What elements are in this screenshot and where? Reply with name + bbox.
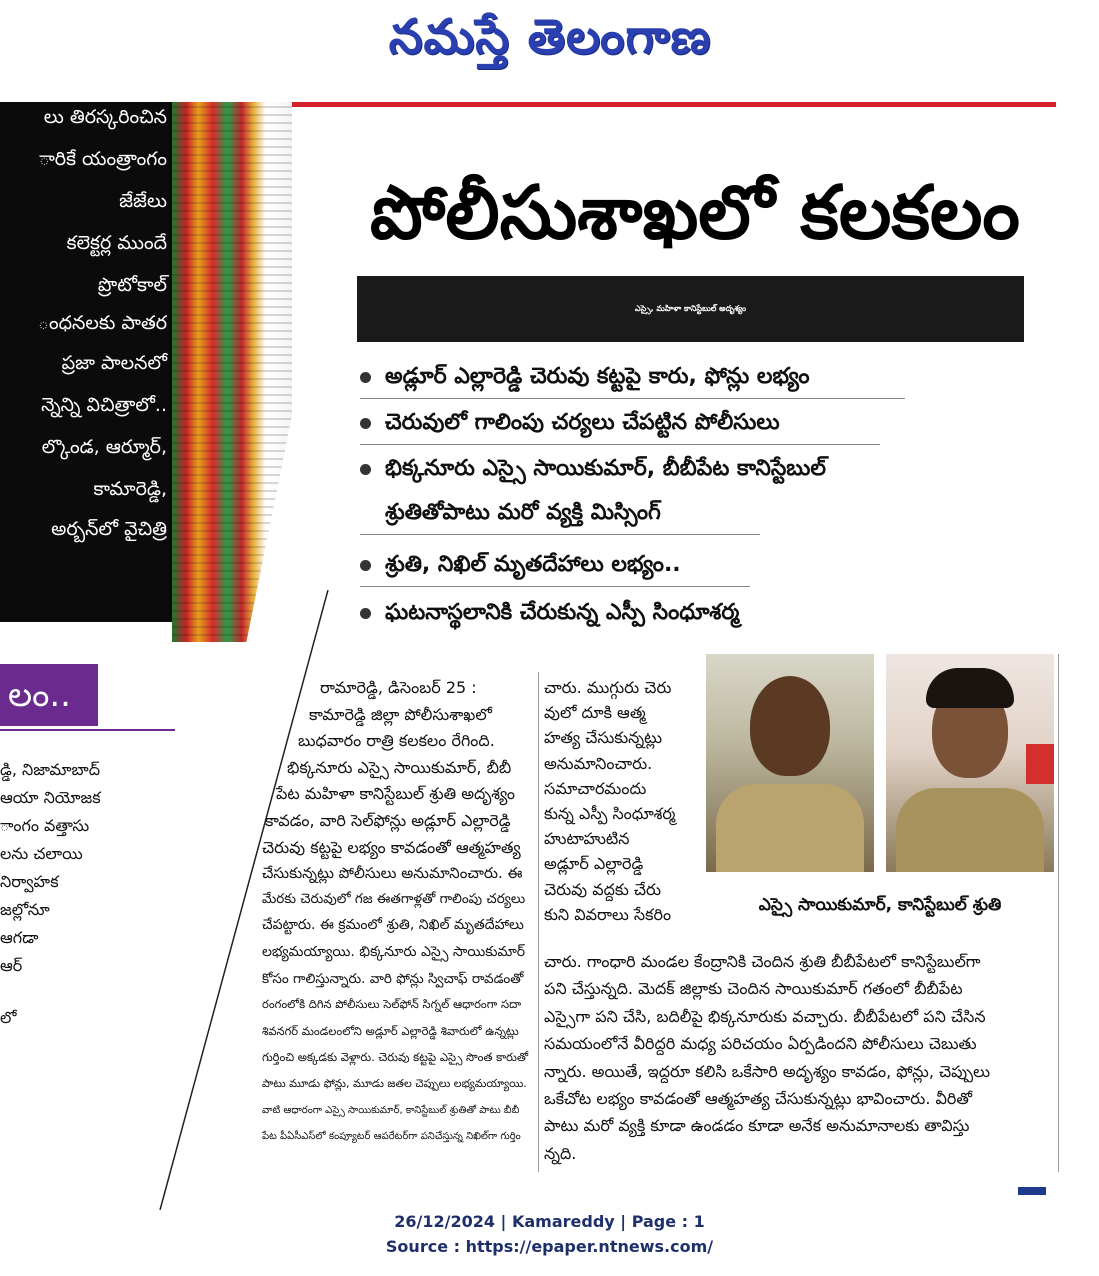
article-text-line: వులో దూకి ఆత్మ bbox=[544, 703, 646, 723]
bullet-item bbox=[360, 410, 780, 440]
photo-si-saikumar bbox=[706, 654, 874, 872]
article-text-line: సమాచారమందు bbox=[544, 778, 647, 798]
article-text-line: న్నారు. అయితే, ఇద్దరూ కలిసి ఒకేసారి అదృశ్యం కావడం, ఫోన్లు, చెప్పులు bbox=[544, 1061, 990, 1081]
bullet-text: భిక్కనూరు ఎస్సై సాయికుమార్, బీబీపేట కానిస్టేబుల్ bbox=[385, 456, 827, 481]
footer-date-edition: 26/12/2024 | Kamareddy | Page : 1 bbox=[394, 1212, 705, 1231]
headline: పోలీసుశాఖలో కలకలం bbox=[370, 170, 1020, 256]
left-panel-line: కామారెడ్డి, bbox=[93, 478, 167, 500]
bullet-divider bbox=[360, 586, 750, 587]
face-shape bbox=[750, 676, 830, 776]
bullet-item bbox=[360, 456, 826, 486]
left-column-line: జల్లోనూ bbox=[0, 900, 50, 919]
photo-constable-shruti bbox=[886, 654, 1054, 872]
bullet-dot-icon bbox=[360, 418, 371, 429]
left-panel-line: న్నెన్ని విచిత్రాలో.. bbox=[41, 394, 167, 416]
column-divider bbox=[538, 672, 539, 1172]
bullet-dot-icon bbox=[360, 560, 371, 571]
article-text-line: ఒకేచోట లభ్యం కావడంతో ఆత్మహత్య చేసుకున్నట్లు భావించారు. వీరితో bbox=[544, 1089, 972, 1108]
left-column-line: నిర్వాహక bbox=[0, 872, 59, 891]
article-text-line: కుని వివరాలు సేకరిం bbox=[544, 904, 672, 924]
article-text-line: బుధవారం రాత్రి కలకలం రేగింది. bbox=[298, 731, 495, 751]
bullet-text: చెరువులో గాలింపు చర్యలు చేపట్టిన పోలీసులు bbox=[385, 410, 780, 435]
article-text-line: పని చేస్తున్నది. మెదక్ జిల్లాకు చెందిన సాయికుమార్ గతంలో బీబీపేట bbox=[544, 979, 963, 999]
article-text-line: కామారెడ్డి జిల్లా పోలీసుశాఖలో bbox=[309, 704, 492, 724]
footer-source: Source : https://epaper.ntnews.com/ bbox=[385, 1237, 714, 1256]
article-text-line: అడ్లూర్ ఎల్లారెడ్డి bbox=[544, 854, 644, 874]
article-text-line: చేపట్టారు. ఈ క్రమంలో శ్రుతి, నిఖిల్ మృతదేహాలు bbox=[262, 917, 524, 934]
uniform-shape bbox=[716, 784, 864, 872]
bullet-divider bbox=[360, 398, 905, 399]
article-text-line: న్నది. bbox=[544, 1143, 577, 1163]
left-section-label: లం.. bbox=[0, 664, 98, 726]
article-text-line: మేరకు చెరువులో గజ ఈతగాళ్లతో గాలింపు చర్యలు bbox=[262, 890, 526, 907]
left-panel-line: అర్బన్‌లో వైచిత్రి bbox=[51, 518, 167, 540]
article-text-line: హత్య చేసుకున్నట్లు bbox=[544, 728, 662, 748]
article-text-line: రంగంలోకి దిగిన పోలీసులు సెల్‌ఫోన్ సిగ్నల్ ఆధారంగా సదా bbox=[262, 997, 522, 1012]
article-text-line: అనుమానించారు. bbox=[544, 753, 653, 773]
left-panel-line: కలెక్టర్ల ముందే bbox=[66, 232, 167, 254]
bullet-dot-icon bbox=[360, 608, 371, 619]
left-column-line: ఆగడా bbox=[0, 928, 39, 947]
bullet-divider bbox=[360, 444, 880, 445]
hair-shape bbox=[926, 668, 1014, 708]
left-article-panel bbox=[0, 102, 175, 622]
left-column-line: డ్డి, నిజామాబాద్ bbox=[0, 760, 100, 779]
left-panel-line: లు తిరస్కరించిన bbox=[43, 106, 167, 128]
article-text-line: హుటాహుటిన bbox=[544, 829, 630, 849]
article-text-line: పాటు మూడు ఫోన్లు, మూడు జతల చెప్పులు లభ్యమయ్యాయి. bbox=[262, 1077, 527, 1090]
article-text-line: చారు. గాంధారి మండల కేంద్రానికి చెందిన శ్రుతి బీబీపేటలో కానిస్టేబుల్‌గా bbox=[544, 952, 981, 971]
left-column-line: ఆర్ bbox=[0, 956, 23, 975]
bullet-item bbox=[360, 600, 739, 630]
article-text-line: రామారెడ్డి, డిసెంబర్ 25 : bbox=[320, 678, 477, 697]
article-text-line: కోసం గాలిస్తున్నారు. వారి ఫోన్లు స్విచాఫ్ రావడంతో bbox=[262, 970, 524, 987]
left-panel-line: ప్రజా పాలనలో bbox=[61, 352, 167, 374]
uniform-shape bbox=[896, 788, 1044, 872]
left-column-line: లో bbox=[0, 1008, 17, 1027]
newspaper-masthead: నమస్తే తెలంగాణ bbox=[388, 9, 712, 65]
left-column-line: ఆయా నియోజక bbox=[0, 788, 101, 807]
left-section-rule bbox=[0, 729, 175, 731]
article-text-line: చారు. ముగ్గురు చెరు bbox=[544, 678, 672, 697]
article-text-line: కావడం, వారి సెల్‌ఫోన్లు అడ్లూర్ ఎల్లారెడ్డి bbox=[265, 811, 511, 830]
saree-photo bbox=[172, 102, 292, 642]
bullet-text: ఘటనాస్థలానికి చేరుకున్న ఎస్పీ సింధూశర్మ bbox=[385, 600, 740, 625]
left-column-line: ాంగం వత్తాసు bbox=[0, 816, 90, 835]
bullet-divider bbox=[360, 534, 760, 535]
article-text-line: చెరువు కట్టపై లభ్యం కావడంతో ఆత్మహత్య bbox=[262, 837, 521, 857]
photo-caption: ఎస్సై సాయికుమార్, కానిస్టేబుల్ శ్రుతి bbox=[758, 895, 1002, 915]
left-panel-line: జేజేలు bbox=[119, 190, 167, 212]
article-end-mark bbox=[1018, 1187, 1046, 1195]
article-text-line: సమయంలోనే వీరిద్దరి మధ్య పరిచయం ఏర్పడిందని పోలీసులు చెబుతు bbox=[544, 1034, 977, 1054]
left-panel-line: ల్కొండ, ఆర్మూర్, bbox=[41, 436, 167, 458]
article-text-line: పాటు మరో వ్యక్తి కూడా ఉండడం కూడా అనేక అనుమానాలకు తావిస్తు bbox=[544, 1116, 970, 1136]
background-sign bbox=[1026, 744, 1054, 784]
article-text-line: గుర్తించి అక్కడకు వెళ్లారు. చెరువు కట్టపై ఎస్సై సొంత కారుతో bbox=[262, 1050, 529, 1065]
left-panel-line: ారికే యంత్రాంగం bbox=[38, 148, 167, 170]
article-text-line: పేట మహిళా కానిస్టేబుల్ శ్రుతి అదృశ్యం bbox=[276, 784, 516, 804]
bullet-continuation: శ్రుతితోపాటు మరో వ్యక్తి మిస్సింగ్ bbox=[385, 500, 661, 525]
article-text-line: కున్న ఎస్పీ సింధూశర్మ bbox=[544, 804, 676, 823]
column-divider bbox=[1058, 654, 1059, 1172]
article-text-line: ఎస్సైగా పని చేసి, బదిలీపై భిక్కనూరుకు వచ్చారు. బీబీపేటలో పని చేసిన bbox=[544, 1006, 986, 1026]
left-panel-line: ప్రొటోకాల్ bbox=[97, 274, 167, 296]
bullet-item bbox=[360, 364, 810, 394]
left-column-line: లను చలాయి bbox=[0, 844, 83, 863]
bullet-text: శ్రుతి, నిఖిల్ మృతదేహాలు లభ్యం.. bbox=[385, 552, 681, 577]
bullet-dot-icon bbox=[360, 372, 371, 383]
bullet-item bbox=[360, 552, 681, 582]
bullet-text: అడ్లూర్ ఎల్లారెడ్డి చెరువు కట్టపై కారు, ఫోన్లు లభ్యం bbox=[385, 364, 810, 389]
left-panel-line: ంధనలకు పాతర bbox=[37, 312, 167, 334]
article-text-line: భిక్కనూరు ఎస్సై సాయికుమార్, బీబీ bbox=[287, 757, 512, 777]
article-text-line: చేసుకున్నట్లు పోలీసులు అనుమానించారు. ఈ bbox=[262, 864, 523, 883]
masthead-rule bbox=[272, 102, 1056, 107]
bullet-dot-icon bbox=[360, 464, 371, 475]
article-text-line: వాటి ఆధారంగా ఎస్సై సాయికుమార్, కానిస్టేబుల్ శ్రుతితో పాటు బీబీ bbox=[262, 1104, 520, 1116]
article-text-line: లభ్యమయ్యాయి. భిక్కనూరు ఎస్సై సాయికుమార్ bbox=[262, 944, 526, 960]
article-text-line: పేట పీఏసీఎస్‌లో కంప్యూటర్ ఆపరేటర్‌గా పనిచేస్తున్న నిఖిల్‌గా గుర్తిం bbox=[262, 1131, 521, 1143]
subheadline: ఎస్సై, మహిళా కానిస్టేబుల్ అదృశ్యం bbox=[357, 276, 1024, 342]
article-text-line: చెరువు వద్దకు చేరు bbox=[544, 879, 662, 899]
article-text-line: శివనగర్ మండలంలోని అడ్లూర్ ఎల్లారెడ్డి శివారులో ఉన్నట్లు bbox=[262, 1023, 519, 1038]
